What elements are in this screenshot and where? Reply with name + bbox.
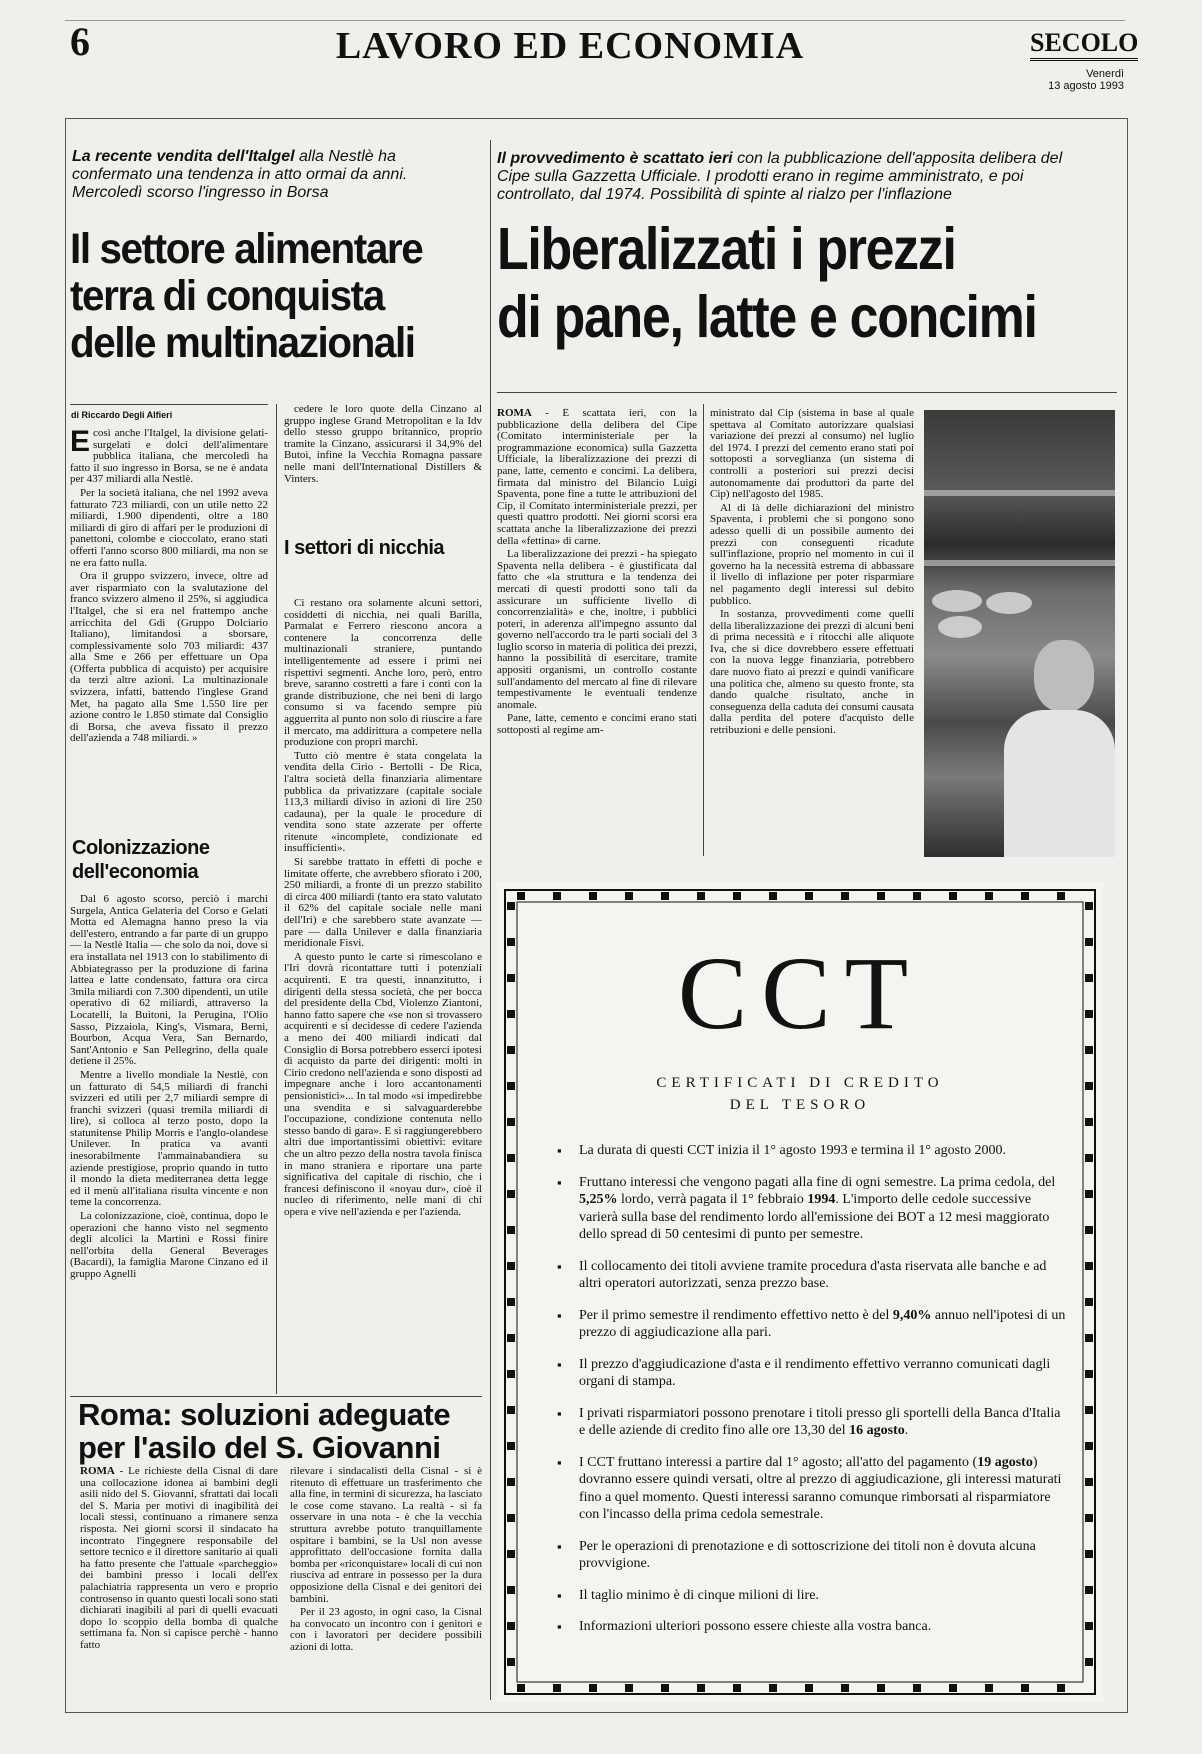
left-article-byline: di Riccardo Degli Alfieri (71, 410, 173, 420)
cct-advertisement (497, 882, 1103, 1702)
ad-term: ▪ I CCT fruttano interessi a partire dal 1° agosto; all'atto del pagamento (19 agosto) dovranno essere quindi versati, oltre al prezzo di aggiudicazione, gli interessi maturati fino a quel momento. Questi interessi saranno comunque rimborsati al risparmiatore con l'incasso della prima cedola semestrale. (557, 1454, 1067, 1524)
left-article-column-1a: Ecosì anche l'Italgel, la divisione gelati-surgelati e dolci dell'alimentare pubblica italiana, che mercoledì ha fatto il suo ingresso in Borsa, se ne è andata per 437 miliardi alla Nestlè. Per la società italiana, che nel 1992 aveva fatturato 723 miliardi, con un utile netto 22 miliardi, 1.900 dipendenti, oltre a 180 miliardi di giro di affari per le produzioni di panettoni, colombe e cioccolato, erano stati offerti l'anno scorso 800 miliardi, ma non se ne era fatto nulla. Ora il gruppo svizzero, invece, oltre ad aver risparmiato con la svalutazione del franco svizzero almeno il 25%, si aggiudica l'Italgel, che si era nel frattempo anche arricchita del Gdi (Gruppo Dolciario Italiano), limitandosi a sborsare, complessivamente solo 703 miliardi: 437 alla Sme e 266 per effettuare un Opa (Offerta pubblica di acquisto) per acquisire da terzi altre azioni. La multinazionale svizzera, infatti, battendo l'inglese Grand Met, ha pagato alla Sme 1.550 lire per azione contro le 1.850 stimate dal Consiglio di Borsa, che aveva fissato il prezzo dell'azienda a 748 miliardi. » (70, 428, 268, 745)
newspaper-logo: SECOLO (1030, 28, 1138, 61)
section-title: LAVORO ED ECONOMIA (335, 25, 805, 67)
left-article-subhead-1: Colonizzazione dell'economia (72, 837, 210, 883)
bottom-article-headline: Roma: soluzioni adeguate per l'asilo del S. Giovanni (78, 1397, 451, 1465)
ad-term: ▪ Fruttano interessi che vengono pagati alla fine di ogni semestre. La prima cedola, del 5,25% lordo, verrà pagata il 1° febbraio 1994. L'importo delle cedole successive varierà sulla base del rendimento lordo all'emissione dei BOT a 12 mesi maggiorato dello spread di 50 centesimi di punto per semestre. (557, 1174, 1067, 1244)
left-article-column-2b: Ci restano ora solamente alcuni settori, cosiddetti di nicchia, nei quali Barilla, Parmalat e Ferrero riescono ancora a contenere la concorrenza delle multinazionali straniere, puntando intelligentemente ad essere i primi nei rispettivi segmenti. Anche loro, però, entro breve, saranno costretti a fare i conti con la grande distribuzione, che nei beni di largo consumo si va facendo sempre più agguerrita al punto non solo di riuscire a fare il mercato, ma addirittura a competere nella produzione con propri marchi. Tutto ciò mentre è stata congelata la vendita della Cirio - Bertolli - De Rica, l'altra società della finanziaria alimentare pubblica da privatizzare (capitale sociale 113,3 miliardi diviso in azioni di lire 250 cadauna), per la quale le procedure di vendita sono state azzerate per offerte ritenute «incomplete, condizionate ed insufficienti». Si sarebbe trattato in effetti di poche e limitate offerte, che avrebbero sfiorato i 200, 250 miliardi, a fronte di un prezzo stabilito di circa 400 miliardi (tanto era stato valutato il 62% del capitale sociale nelle mani dell'Iri) e che sarebbero state avanzate — pare — dalla Unilever e dalla finanziaria meridionale Fisvi. A questo punto le carte si rimescolano e l'Iri dovrà ricontattare tutti i potenziali acquirenti. E tra questi, innanzitutto, i dirigenti della stessa società, che per bocca del presidente della Cbd, Violenzo Ziantoni, hanno fatto sapere che «se non si trovassero acquirenti e si decidesse di cedere l'azienda a meno dei 400 miliardi indicati dal Consiglio di Borsa potrebbero esserci ipotesi di acquisto da parte dei dirigenti: molti in Cirio credono nell'azienda e sono disposti ad impegnare anche i loro accantonamenti pensionistici»... In tal modo «si impedirebbe una svendita e si salvaguarderebbe l'occupazione, condizione contenuta nello stesso bando di gara». E si raggiungerebbero altri due importantissimi obiettivi: evitare che un altro pezzo della nostra tavola finisca in mano straniera e riportare una parte significativa del capitale di rischio, che i francesi definiscono il «noyau dur», cioè il nucleo di riferimento, nelle mani di chi opera e vive nell'azienda e per l'azienda. (284, 598, 482, 1218)
left-article-kicker: La recente vendita dell'Italgel alla Nestlè ha confermato una tendenza in atto ormai da anni. Mercoledì scorso l'ingresso in Borsa (72, 148, 408, 201)
ad-subtitle: CERTIFICATI DI CREDITO DEL TESORO (656, 1075, 944, 1113)
issue-day: Venerdì (1086, 68, 1124, 80)
ad-terms-list (557, 1142, 1067, 1650)
issue-date-text: 13 agosto 1993 (1048, 80, 1124, 92)
drop-cap: E (70, 428, 91, 458)
ad-term: ▪ Informazioni ulteriori possono essere chieste alla vostra banca. (557, 1618, 1067, 1636)
issue-date (1000, 68, 1124, 92)
ad-term: ▪ Il collocamento dei titoli avviene tramite procedura d'asta riservata alle banche e ad altri operatori autorizzati, senza prezzo base. (557, 1258, 1067, 1293)
ad-term: ▪ I privati risparmiatori possono prenotare i titoli presso gli sportelli della Banca d'Italia e delle aziende di credito fino alle ore 13,30 del 16 agosto. (557, 1405, 1067, 1440)
left-article-headline: Il settore alimentare terra di conquista delle multinazionali (70, 225, 423, 367)
ad-term: ▪ Per le operazioni di prenotazione e di sottoscrizione dei titoli non è dovuta alcuna provvigione. (557, 1538, 1067, 1573)
right-article-column-2: ministrato dal Cip (sistema in base al quale spettava al Comitato autorizzare qualsiasi variazione dei prezzi al consumo) nel luglio del 1974. I prezzi del cemento erano stati poi sottoposti a sorveglianza (un sistema di controlli a posteriori sui prezzi decisi autonomamente dai produttori da parte del Cip) nell'agosto del 1985. Al di là delle dichiarazioni del ministro Spaventa, i problemi che si pongono sono adesso quelli di un possibile aumento dei prezzi con conseguenti ricadute sull'inflazione, proprio nel momento in cui il governo ha la necessità estrema di abbassare il livello di inflazione per poter risparmiare nel pagamento degli interessi sul debito pubblico. In sostanza, provvedimenti come quelli della liberalizzazione dei prezzi di alcuni beni di prima necessità e i ritocchi alle aliquote Iva, che si dice dovrebbero essere effettuati con la nuova legge finanziaria, potrebbero dare nuovo fiato ai prezzi e quindi vanificare una politica che, almeno su questo fronte, sta dando qualche risultato, anche in conseguenza della caduta dei consumi causata dalla perdita del potere d'acquisto delle retribuzioni e delle pensioni. (710, 408, 914, 737)
ad-term: ▪ Il taglio minimo è di cinque milioni di lire. (557, 1587, 1067, 1605)
left-article-column-2a: cedere le loro quote della Cinzano al gruppo inglese Grand Metropolitan e la Idv dello stesso gruppo britannico, proprio tramite la Cinzano, assicurarsi il 34,9% del Butoi, infine la Vecchia Romagna passare nelle mani dell'International Distillers & Vinters. (284, 404, 482, 485)
baker-photo (924, 410, 1115, 857)
ad-term: ▪ Per il primo semestre il rendimento effettivo netto è del 9,40% annuo nell'ipotesi di un prezzo di aggiudicazione alla pari. (557, 1307, 1067, 1342)
left-article-subhead-2: I settori di nicchia (284, 537, 445, 559)
right-article-kicker: Il provvedimento è scattato ieri con la pubblicazione dell'apposita delibera del Cipe sulla Gazzetta Ufficiale. I prodotti erano in regime amministrato, e poi controllato, dal 1974. Possibilità di spinte al rialzo per l'inflazione (497, 150, 1063, 203)
right-article-headline: Liberalizzati i prezzi di pane, latte e concimi (497, 216, 1037, 350)
ad-term: ▪ La durata di questi CCT inizia il 1° agosto 1993 e termina il 1° agosto 2000. (557, 1142, 1067, 1160)
page-number: 6 (70, 19, 90, 64)
ad-title: CCT (677, 936, 923, 1051)
bottom-article-column-1: ROMA - Le richieste della Cisnal di dare una collocazione idonea ai bambini degli asili nido del S. Giovanni, sfrattati dai locali del S. Maria per motivi di inagibilità dei locali stessi, continuano a rimanere senza risposta. Nei giorni scorsi il sindacato ha incontrato l'ingegnere responsabile del settore tecnico e il direttore sanitario ai quali ha fatto presente che l'attuale «parcheggio» dei bambini presso i locali dell'ex palachiatria rappresenta un vero e proprio controsenso in quanto questi locali sono stati dichiarati inagibili al pari di quelli evacuati dopo lo scoppio della bomba di qualche settimana fa. Non si capisce perchè - hanno fatto (80, 1466, 278, 1651)
right-article-column-1: ROMA - È scattata ieri, con la pubblicazione della delibera del Cipe (Comitato interministeriale per la programmazione economica) sulla Gazzetta Ufficiale, la liberalizzazione dei prezzi di pane, latte, cemento e concimi. La delibera, firmata dal ministro del Bilancio Luigi Spaventa, pone fine a tutte le attribuzioni del Cip, il Comitato interministeriale prezzi, per questi quattro prodotti. Nei giorni scorsi era scattata anche la liberalizzazione dei prezzi della «fettina» di carne. La liberalizzazione dei prezzi - ha spiegato Spaventa nella delibera - è giustificata dal fatto che «la struttura e la tendenza dei mercati di questi prodotti sono tali da assicurare un sufficiente livello di concorrenzialità» e che, inoltre, i pubblici poteri, in aderenza all'impegno assunto dal governo nell'accordo tra le parti sociali del 3 luglio scorso in materia di politica dei prezzi, hanno la possibilità di esercitare, tramite appositi organismi, un controllo costante sull'andamento del mercato al fine di rilevare tempestivamente le eventuali tendenze anomale. Pane, latte, cemento e concimi erano stati sottoposti al regime am- (497, 408, 697, 737)
bottom-article-column-2: rilevare i sindacalisti della Cisnal - si è ritenuto di effettuare un trasferimento che alla fine, in termini di sicurezza, ha lasciato le cose come stavano. La realtà - si fa osservare in una nota - è che la vecchia struttura avrebbe potuto tranquillamente ospitare i bambini, se la Usl non avesse approfittato dell'occasione fornita dalla bomba per «riconquistare» locali di cui non riusciva ad entrare in possesso per la dura opposizione della Cisnal e dei genitori dei bambini. Per il 23 agosto, in ogni caso, la Cisnal ha convocato un incontro con i genitori e con i lavoratori per decidere possibili azioni di lotta. (290, 1466, 482, 1653)
left-article-column-1b: Dal 6 agosto scorso, perciò i marchi Surgela, Antica Gelateria del Corso e Gelati Motta ed Alemagna hanno preso la via dell'estero, entrando a far parte di un gruppo — la Nestlè Italia — che solo da noi, dove si era installata nel 1913 con lo stabilimento di Abbiategrasso per la produzione di farina lattea e latte condensato, fattura ora circa 3mila miliardi con 7.300 dipendenti, un utile operativo di 62 miliardi, attraverso la Locatelli, la Buitoni, la Perugina, l'Olio Sasso, Pizzaiola, King's, Vismara, Berni, Bourbon, Acqua Vera, San Bernardo, Sant'Antonio e San Pellegrino, della quale detiene il 25%. Mentre a livello mondiale la Nestlè, con un fatturato di 54,5 miliardi di franchi svizzeri ed utili per 2,7 miliardi sempre di franchi svizzeri (quasi tremila miliardi di lire), si colloca al terzo posto, dopo la statunitense Philip Morris e l'anglo-olandese Unilever. In pratica va avanti inesorabilmente l'ammainabandiera su aziende prestigiose, proprio quando in tutto il mondo la dieta mediterranea detta legge ed il menù all'italiana risulta vincente e non teme la concorrenza. La colonizzazione, cioè, continua, dopo le operazioni che hanno visto nel segmento degli alcolici la Martini e Rossi finire nell'orbita della General Beverages (Bacardi), la famiglia Marone Cinzano ed il gruppo Agnelli (70, 894, 268, 1280)
ad-term: ▪ Il prezzo d'aggiudicazione d'asta e il rendimento effettivo verranno comunicati dagli organi di stampa. (557, 1356, 1067, 1391)
